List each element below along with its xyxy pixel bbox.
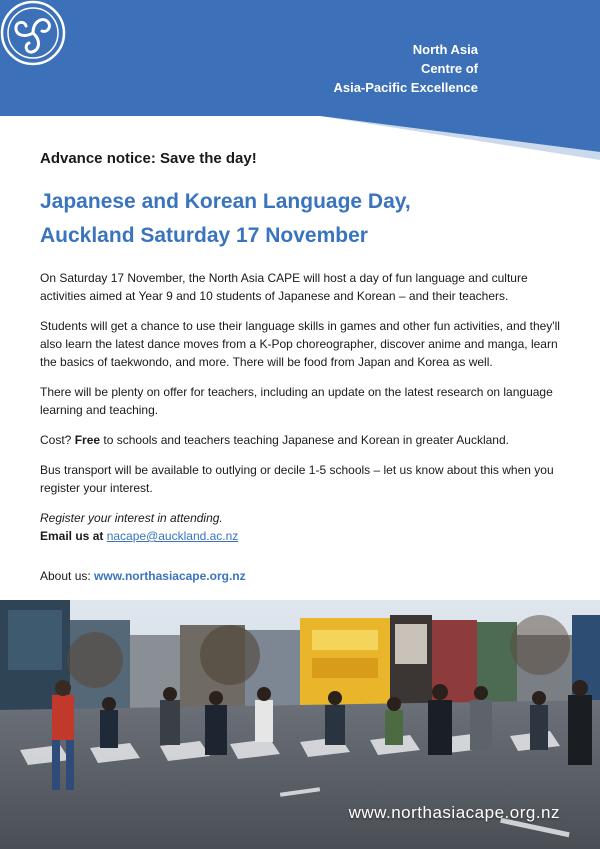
title-line2: Auckland Saturday 17 November [40, 224, 368, 247]
email-line [40, 527, 565, 545]
page-title [40, 185, 565, 253]
header-background [0, 0, 600, 160]
website-watermark: www.northasiacape.org.nz [348, 803, 560, 822]
advance-notice: Advance notice: Save the day! [40, 150, 257, 167]
main-content [40, 150, 565, 597]
email-label: Email us at [40, 529, 107, 543]
org-name-line2: Centre of [420, 61, 478, 76]
about-link[interactable]: www.northasiacape.org.nz [94, 569, 246, 583]
students-paragraph: Students will get a chance to use their language skills in games and other fun activities, and they'll also learn the latest dance moves from a K-Pop choreographer, discover anime and manga, learn the basics of taekwondo, and more. There will be food from Japan and Korea as well. [40, 319, 560, 369]
cost-rest: to schools and teachers teaching Japanese and Korean in greater Auckland. [100, 433, 509, 447]
bus-paragraph: Bus transport will be available to outlying or decile 1-5 schools – let us know about this when you register your interest. [40, 463, 554, 495]
org-name-line1: North Asia [412, 42, 478, 57]
org-name [333, 40, 478, 97]
cost-label: Cost? [40, 433, 75, 447]
street-crossing-photo [0, 600, 600, 849]
triskele-logo-icon [0, 0, 66, 66]
header-banner [0, 0, 600, 160]
title-line1: Japanese and Korean Language Day, [40, 190, 411, 213]
intro-paragraph: On Saturday 17 November, the North Asia CAPE will host a day of fun language and culture activities aimed at Year 9 and 10 students of Japanese and Korean – and their teachers. [40, 271, 528, 303]
register-text: Register your interest in attending. [40, 511, 223, 525]
cost-paragraph [40, 431, 565, 449]
cost-free: Free [74, 433, 101, 447]
email-link[interactable]: nacape@auckland.ac.nz [106, 529, 239, 543]
teachers-paragraph: There will be plenty on offer for teachers, including an update on the latest research on language learning and teaching. [40, 385, 553, 417]
org-name-line3: Asia-Pacific Excellence [333, 80, 478, 95]
about-line [40, 567, 565, 585]
about-label: About us: [40, 569, 95, 583]
